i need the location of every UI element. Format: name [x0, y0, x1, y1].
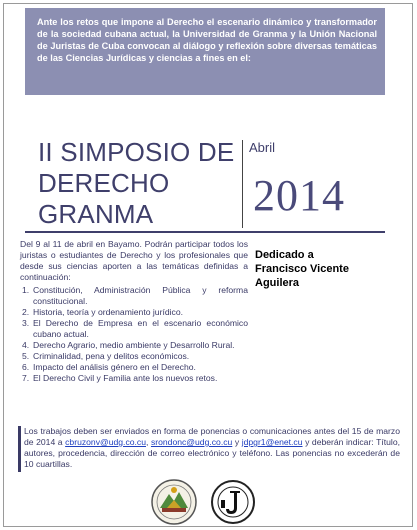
topic-item — [20, 373, 248, 384]
intro-text: Ante los retos que impone al Derecho el escenario dinámico y transformador de la sociedad cubana actual, la Universidad de Granma y la Unión Nacional de Juristas de Cuba convocan al diálogo y reflexión sobre diversas temáticas de las Ciencias Jurídicas y ciencias a fines en el: — [37, 17, 377, 63]
event-title — [38, 137, 238, 230]
topic-text: Criminalidad, pena y delitos económicos. — [33, 351, 190, 361]
topics-list — [20, 285, 248, 384]
title-line-2: DERECHO — [38, 168, 170, 198]
topic-number: 4. — [22, 340, 30, 350]
title-divider — [242, 140, 243, 228]
topic-text: Impacto del análisis género en el Derecho. — [33, 362, 196, 372]
note-text-end: y deberán indicar: Título, autores, procedencia, dirección de correo electrónico y teléfono. Las ponencias no excederán de 10 cuartillas. — [24, 437, 400, 469]
intro-box — [25, 8, 385, 95]
submission-note — [24, 426, 400, 470]
email-link-srondonc[interactable]: srondonc@udg.co.cu — [150, 437, 233, 447]
topic-item — [20, 340, 248, 351]
topic-text: El Derecho Civil y Familia ante los nuevos retos. — [33, 373, 218, 383]
header-rule — [25, 231, 385, 233]
title-line-1: II SIMPOSIO DE — [38, 137, 235, 167]
dedication-line-1: Dedicado a — [255, 249, 314, 261]
topic-number: 7. — [22, 373, 30, 383]
topic-number: 2. — [22, 307, 30, 317]
topic-number: 5. — [22, 351, 30, 361]
note-text: Los trabajos deben ser enviados en forma de ponencias o comunicaciones antes del 15 de marzo de 2014 a — [24, 426, 400, 447]
topic-item — [20, 318, 248, 340]
event-month: Abril — [249, 140, 276, 155]
note-separator: , — [146, 437, 151, 447]
note-accent-bar — [18, 426, 21, 472]
event-year: 2014 — [253, 171, 345, 220]
topic-number: 6. — [22, 362, 30, 372]
dedication — [255, 248, 385, 290]
email-link-jdpgr1[interactable]: jdpgr1@enet.cu — [241, 437, 303, 447]
university-logo — [150, 478, 198, 526]
topic-text: Historia, teoría y ordenamiento jurídico. — [33, 307, 183, 317]
topic-text: Constitución, Administración Pública y reforma constitucional. — [33, 285, 248, 306]
dedication-line-2: Francisco Vicente — [255, 263, 349, 275]
topic-item — [20, 285, 248, 307]
topic-number: 3. — [22, 318, 30, 328]
description-text: Del 9 al 11 de abril en Bayamo. Podrán participar todos los juristas o estudiantes de Derecho y los profesionales que desde sus ciencias aporten a las temáticas definidas a continuación: — [20, 239, 248, 282]
email-link-cbruzonv[interactable]: cbruzonv@udg.co.cu — [65, 437, 146, 447]
topic-item — [20, 351, 248, 362]
topic-item — [20, 307, 248, 318]
title-line-3: GRANMA — [38, 199, 154, 229]
dedication-line-3: Aguilera — [255, 277, 300, 289]
topic-text: El Derecho de Empresa en el escenario económico cubano actual. — [33, 318, 248, 339]
topic-text: Derecho Agrario, medio ambiente y Desarrollo Rural. — [33, 340, 235, 350]
juristas-union-logo — [210, 478, 256, 526]
topic-number: 1. — [22, 285, 30, 295]
note-separator: y — [232, 437, 242, 447]
event-description — [20, 239, 248, 384]
topic-item — [20, 362, 248, 373]
